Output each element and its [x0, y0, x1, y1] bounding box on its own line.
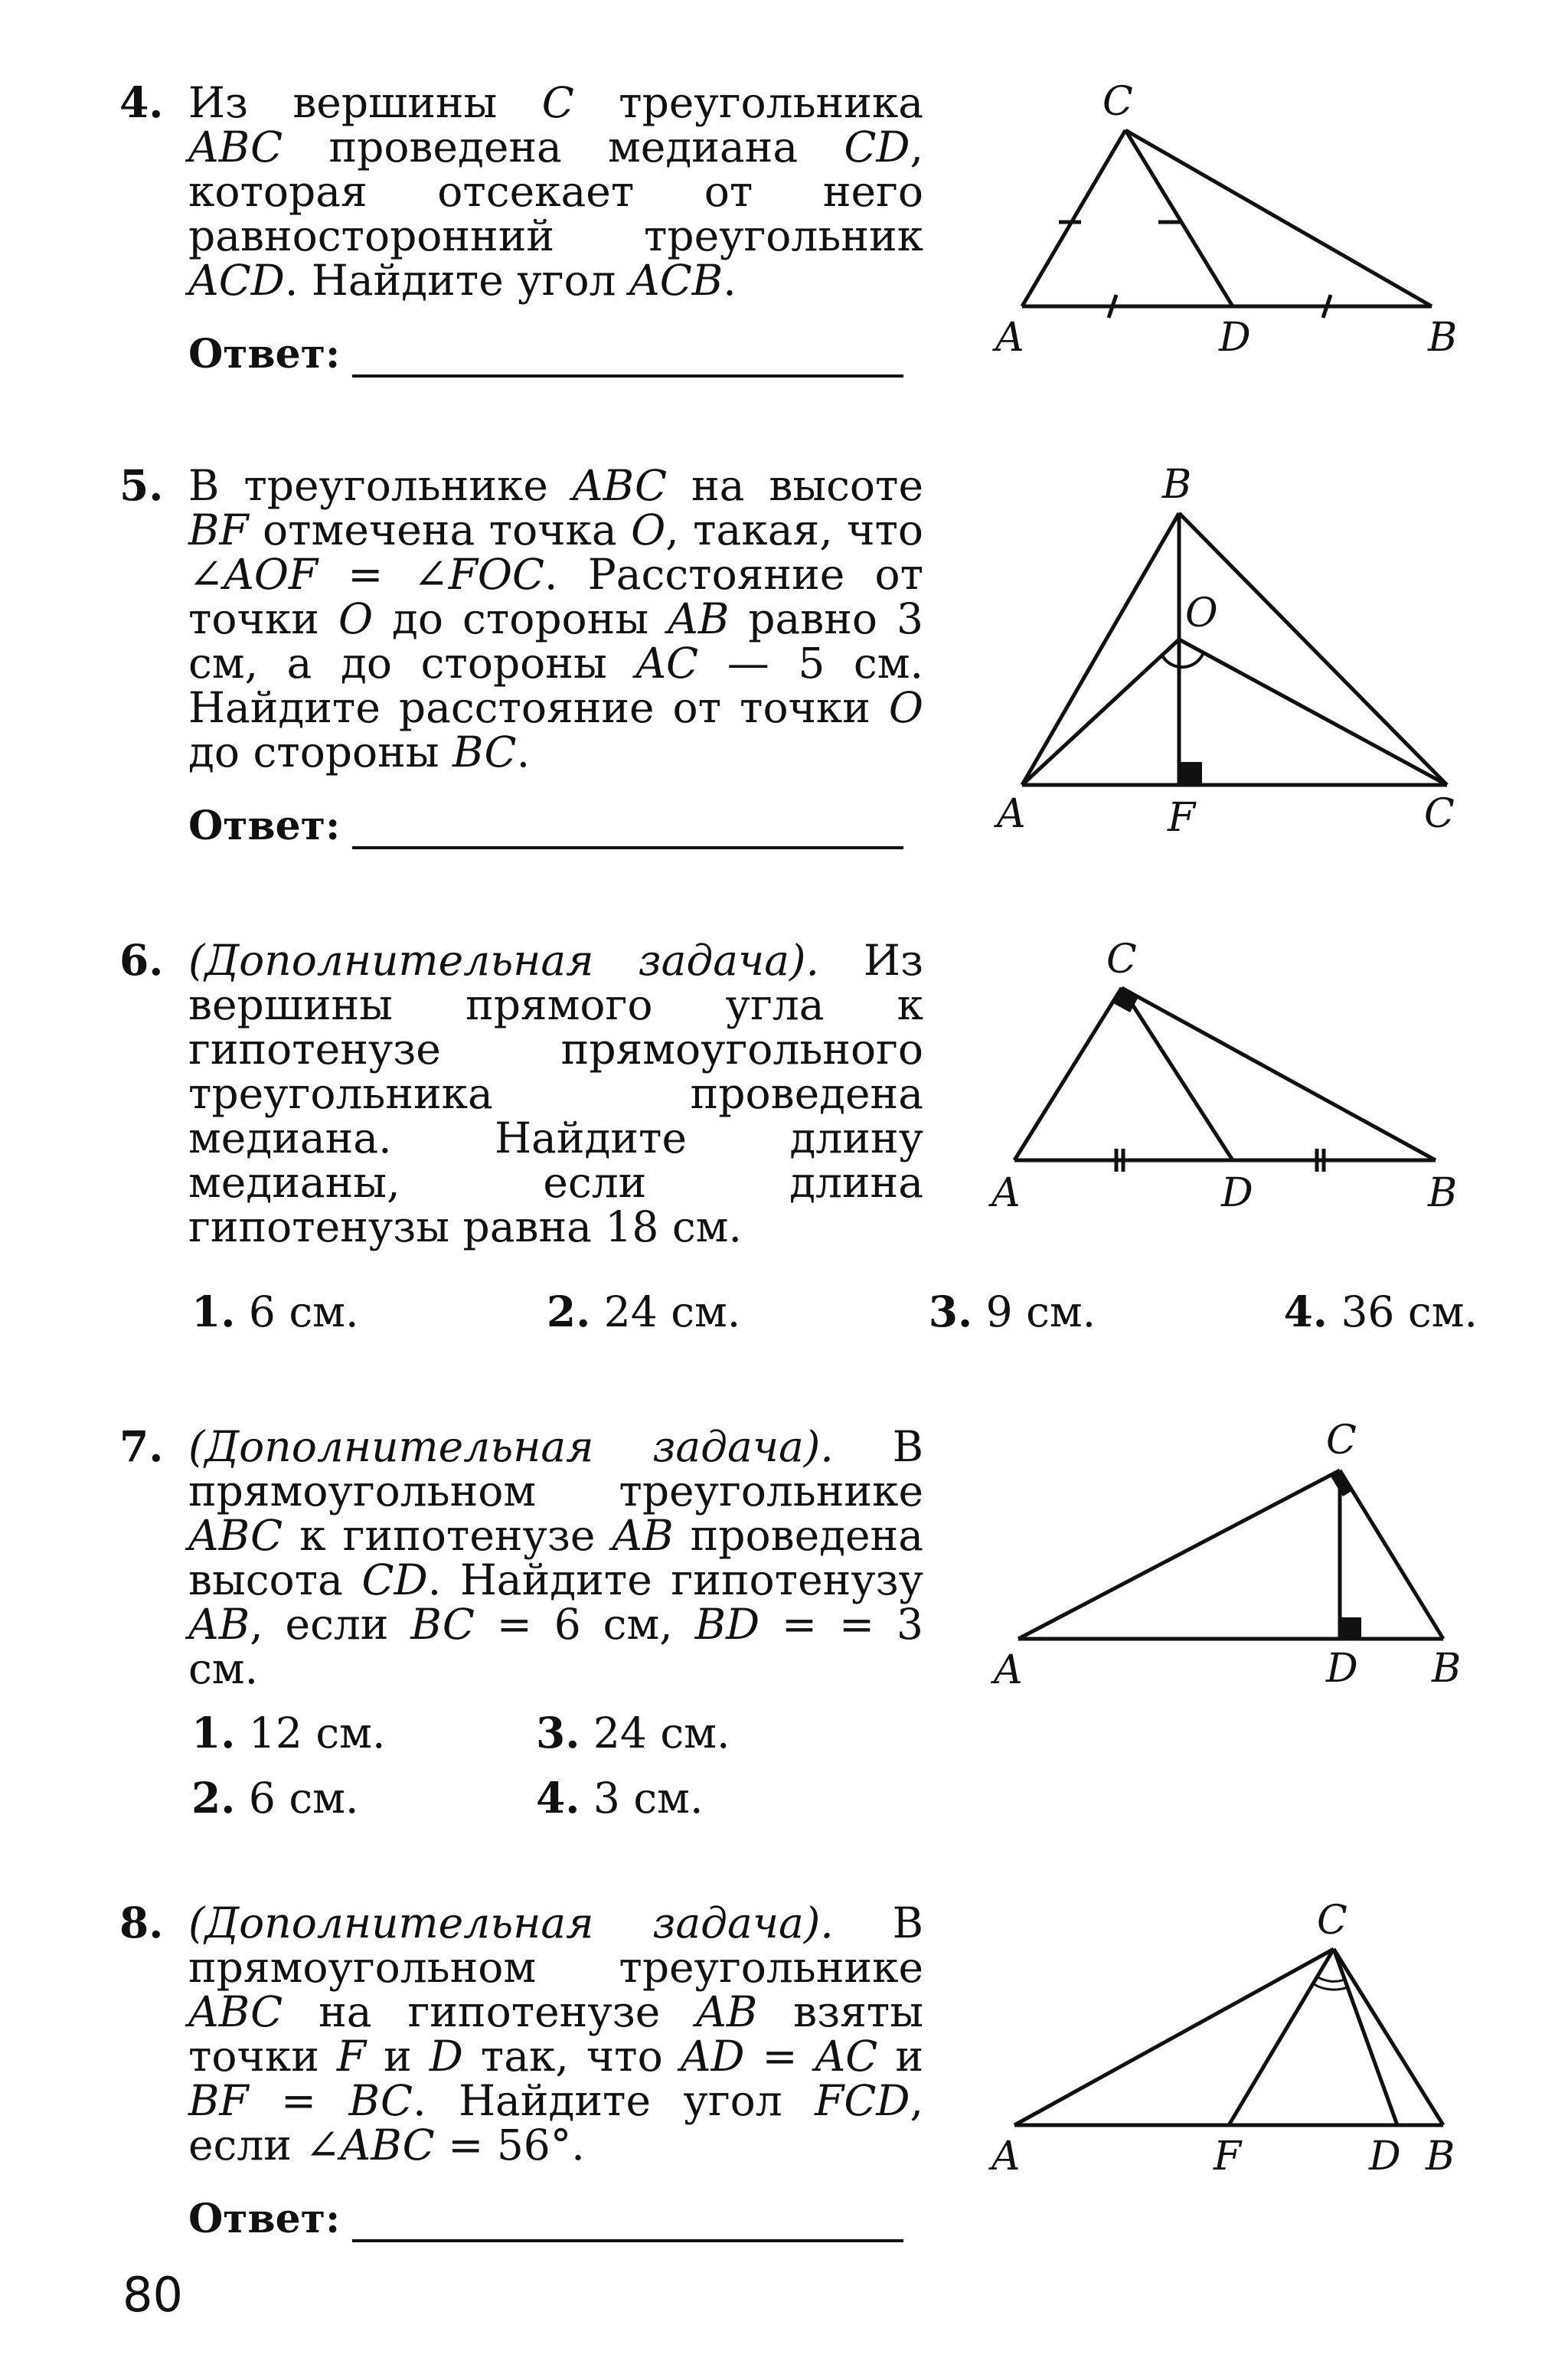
fig7-side-cb	[1340, 1470, 1443, 1639]
problem-5-text	[119, 460, 923, 777]
fig6-side-ac	[1014, 988, 1122, 1160]
problem-5	[119, 460, 923, 849]
problem-7-text	[119, 1421, 924, 1693]
fig5-right-angle-mark	[1181, 762, 1202, 783]
figure-7-svg	[980, 1417, 1485, 1708]
answer-row-8	[119, 2189, 923, 2242]
fig5-side-bc	[1179, 513, 1447, 785]
problem-6-body: (Дополнительная задача). Из вершины прямого угла к гипотенузе прямоугольного треугольника проведена медиана. Найдите длину медианы, если длина гипотенузы равна 18 см.	[188, 936, 923, 1251]
fig8-segment-cf	[1229, 1949, 1334, 2125]
option-7-4[interactable]: 4. 3 см.	[536, 1773, 704, 1823]
fig5-label-c: C	[1424, 791, 1455, 837]
figure-8	[980, 1895, 1485, 2189]
fig8-angle-arc-2	[1314, 1984, 1348, 1990]
fig6-side-cb	[1122, 988, 1436, 1160]
option-7-1[interactable]: 1. 12 см.	[191, 1708, 386, 1758]
fig4-label-d: D	[1219, 315, 1251, 361]
fig4-median-cd	[1125, 130, 1233, 306]
option-6-1[interactable]: 1. 6 см.	[191, 1287, 359, 1336]
fig5-segment-oc	[1179, 639, 1447, 785]
fig5-label-o: O	[1185, 590, 1218, 636]
fig4-label-c: C	[1102, 79, 1133, 125]
answer-field-8[interactable]	[352, 2201, 903, 2242]
figure-7	[980, 1417, 1485, 1711]
option-7-2[interactable]: 2. 6 см.	[191, 1773, 359, 1823]
fig4-label-a: A	[995, 315, 1024, 361]
problem-8-number: 8.	[119, 1898, 164, 1947]
fig8-angle-arc-1	[1317, 1977, 1344, 1981]
problem-7-number: 7.	[119, 1421, 164, 1471]
figure-5-svg	[980, 459, 1470, 858]
problem-7-options	[191, 1708, 858, 1823]
answer-label-4: Ответ:	[188, 331, 341, 378]
fig5-segment-ao	[1022, 639, 1179, 785]
option-7-3[interactable]: 3. 24 см.	[536, 1708, 730, 1758]
option-6-2[interactable]: 2. 24 см.	[546, 1287, 741, 1336]
fig5-label-b: B	[1162, 462, 1192, 508]
fig7-label-c: C	[1326, 1418, 1357, 1463]
fig8-label-b: B	[1426, 2134, 1455, 2179]
problem-8-text	[119, 1898, 924, 2170]
fig4-side-ac	[1022, 130, 1125, 306]
problem-8	[119, 1898, 924, 2242]
page-number: 80	[122, 2267, 183, 2323]
fig5-label-a: A	[997, 791, 1026, 837]
figure-4-svg	[980, 77, 1470, 368]
fig8-label-d: D	[1369, 2134, 1401, 2179]
problem-7	[119, 1421, 924, 1693]
fig6-label-a: A	[991, 1170, 1021, 1216]
fig6-label-c: C	[1106, 937, 1137, 983]
fig7-right-angle-d	[1341, 1617, 1361, 1637]
problem-4-text	[119, 77, 924, 305]
fig8-side-ac	[1014, 1949, 1334, 2125]
figure-4	[980, 77, 1470, 371]
problem-6-number: 6.	[119, 935, 164, 985]
figure-8-svg	[980, 1895, 1485, 2186]
option-6-3[interactable]: 3. 9 см.	[928, 1287, 1096, 1336]
answer-field-4[interactable]	[352, 336, 903, 378]
fig6-label-d: D	[1221, 1170, 1253, 1216]
fig8-label-c: C	[1317, 1898, 1348, 1944]
problem-6-text	[119, 935, 923, 1251]
fig5-label-f: F	[1168, 795, 1196, 841]
fig7-label-a: A	[994, 1647, 1023, 1693]
problem-7-body: (Дополнительная задача). В прямоугольном треугольнике ABC к гипотенузе AB проведена высота CD. Найдите гипотенузу AB, если BC = 6 см, BD = = 3 см.	[188, 1422, 924, 1693]
fig4-label-b: B	[1428, 315, 1458, 361]
problem-5-number: 5.	[119, 460, 164, 510]
figure-6-svg	[980, 938, 1470, 1229]
problem-5-body: В треугольнике ABC на высоте BF отмечена точка O, такая, что ∠AOF = ∠FOC. Расстояние от точки O до стороны AB равно 3 см, а до стороны AC — 5 см. Найдите расстояние от точки O до стороны BC.	[188, 461, 923, 777]
problem-4-body: Из вершины C треугольника ABC проведена медиана CD, которая отсекает от него равносторонний треугольник ACD. Найдите угол ACB.	[188, 78, 924, 305]
problem-6	[119, 935, 923, 1251]
fig4-side-cb	[1125, 130, 1432, 306]
fig6-label-b: B	[1428, 1170, 1458, 1216]
figure-5	[980, 459, 1470, 861]
figure-6	[980, 938, 1470, 1232]
fig7-label-d: D	[1326, 1646, 1358, 1692]
fig7-side-ac	[1018, 1470, 1340, 1639]
problem-8-body: (Дополнительная задача). В прямоугольном треугольнике ABC на гипотенузе AB взяты точки F и D так, что AD = AC и BF = BC. Найдите угол FCD, если ∠ABC = 56°.	[188, 1898, 924, 2170]
fig5-side-ab	[1022, 513, 1179, 785]
fig6-median-cd	[1122, 988, 1233, 1160]
answer-row-4	[119, 324, 923, 378]
answer-row-5	[119, 796, 923, 849]
answer-label-5: Ответ:	[188, 803, 341, 849]
option-6-4[interactable]: 4. 36 см.	[1283, 1287, 1478, 1336]
problem-6-options	[191, 1287, 1478, 1336]
answer-label-8: Ответ:	[188, 2196, 341, 2242]
fig5-angle-arc	[1162, 652, 1204, 667]
problem-4	[119, 77, 924, 378]
fig7-label-b: B	[1432, 1646, 1462, 1692]
fig8-label-a: A	[991, 2134, 1021, 2179]
fig8-label-f: F	[1214, 2134, 1242, 2179]
problem-4-number: 4.	[119, 77, 164, 127]
answer-field-5[interactable]	[352, 808, 903, 849]
